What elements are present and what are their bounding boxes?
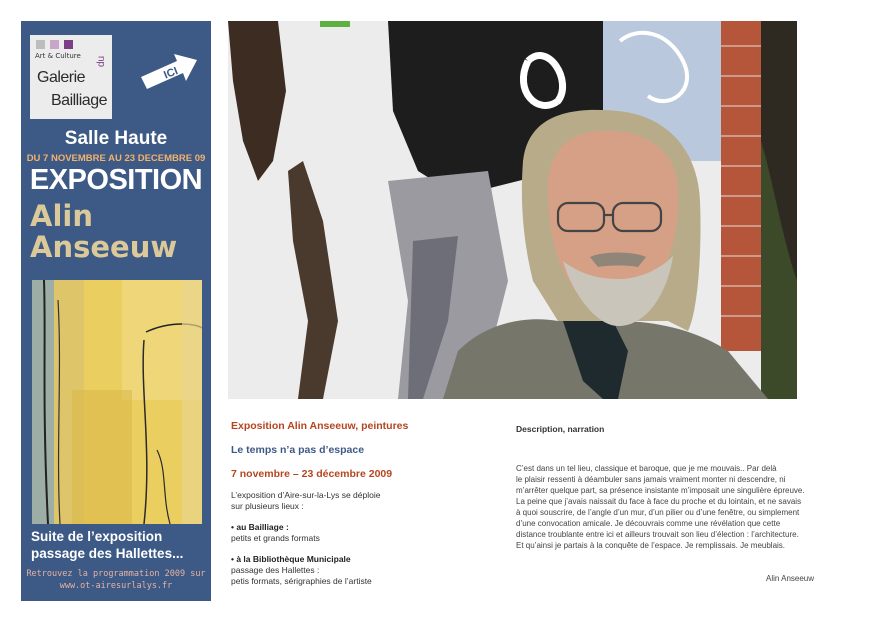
description-line: le plaisir ressenti à déambuler sans jamais vraiment monter ni descendre, ni bbox=[516, 475, 786, 484]
place1-title: • au Bailliage : bbox=[231, 522, 289, 532]
logo-art-culture: Art & Culture bbox=[35, 52, 81, 60]
description-text bbox=[516, 463, 822, 551]
poster-salle: Salle Haute bbox=[64, 128, 168, 149]
exhibition-dates: 7 novembre – 23 décembre 2009 bbox=[231, 468, 393, 480]
gallery-logo bbox=[30, 35, 112, 119]
logo-bailliage: Bailliage bbox=[51, 92, 107, 109]
exhibition-subtitle: Le temps n’a pas d’espace bbox=[231, 444, 365, 456]
logo-square-purple bbox=[64, 40, 73, 49]
intro-line1: L’exposition d’Aire-sur-la-Lys se déploie bbox=[231, 490, 381, 500]
description-line: distance troublante entre ici et ailleurs trouvait son lieu d’élection : l’architecture. bbox=[516, 530, 799, 539]
description-heading: Description, narration bbox=[516, 424, 605, 434]
place2-line2: petis formats, sérigraphies de l’artiste bbox=[231, 576, 372, 586]
ici-label: ICI bbox=[162, 65, 180, 82]
poster-suite-line2: passage des Hallettes... bbox=[31, 546, 184, 561]
place1-detail: petits et grands formats bbox=[231, 533, 320, 543]
description-line: à quoi souscrire, de l’angle d’un mur, d’un pilier ou d’une fenêtre, ou simplement bbox=[516, 508, 800, 517]
description-line: d’une convocation amicale. Je découvrais comme une révélation que cette bbox=[516, 519, 781, 528]
description-line: C’est dans un tel lieu, classique et baroque, que je me mouvais.. Par delà bbox=[516, 464, 777, 473]
logo-square-pink bbox=[50, 40, 59, 49]
poster-artist-first: Alin bbox=[30, 199, 93, 233]
poster-exposition: EXPOSITION bbox=[29, 164, 203, 196]
description-line: La peine que j’avais naissait du face à face du proche et du lointain, et ne savais bbox=[516, 497, 802, 506]
poster-retrouvez: Retrouvez la programmation 2009 sur bbox=[26, 569, 206, 579]
poster-artist-last: Anseeuw bbox=[30, 230, 178, 264]
poster-website: www.ot-airesurlalys.fr bbox=[59, 581, 173, 591]
description-line: m’arrêter quelque part, sa présence insistante m’imposait une singulière épreuve. bbox=[516, 486, 805, 495]
intro-line2: sur plusieurs lieux : bbox=[231, 501, 304, 511]
exhibition-title: Exposition Alin Anseeuw, peintures bbox=[231, 420, 409, 432]
logo-du: du bbox=[96, 55, 107, 67]
signature: Alin Anseeuw bbox=[766, 574, 815, 583]
place2-title: • à la Bibliothèque Municipale bbox=[231, 554, 351, 564]
logo-square-gray bbox=[36, 40, 45, 49]
place2-line1: passage des Hallettes : bbox=[231, 565, 320, 575]
logo-galerie: Galerie bbox=[37, 69, 86, 86]
exhibition-poster bbox=[21, 21, 211, 601]
poster-suite-line1: Suite de l’exposition bbox=[31, 529, 163, 544]
ici-arrow-icon bbox=[139, 51, 199, 91]
abstract-painting-image bbox=[32, 280, 202, 524]
description-line: Et qu’ainsi je partais à la conquête de l’espace. Je remplissais. Je meublais. bbox=[516, 541, 786, 550]
artist-portrait-photo bbox=[228, 21, 797, 399]
poster-dates: DU 7 NOVEMBRE AU 23 DECEMBRE 09 bbox=[26, 153, 206, 164]
